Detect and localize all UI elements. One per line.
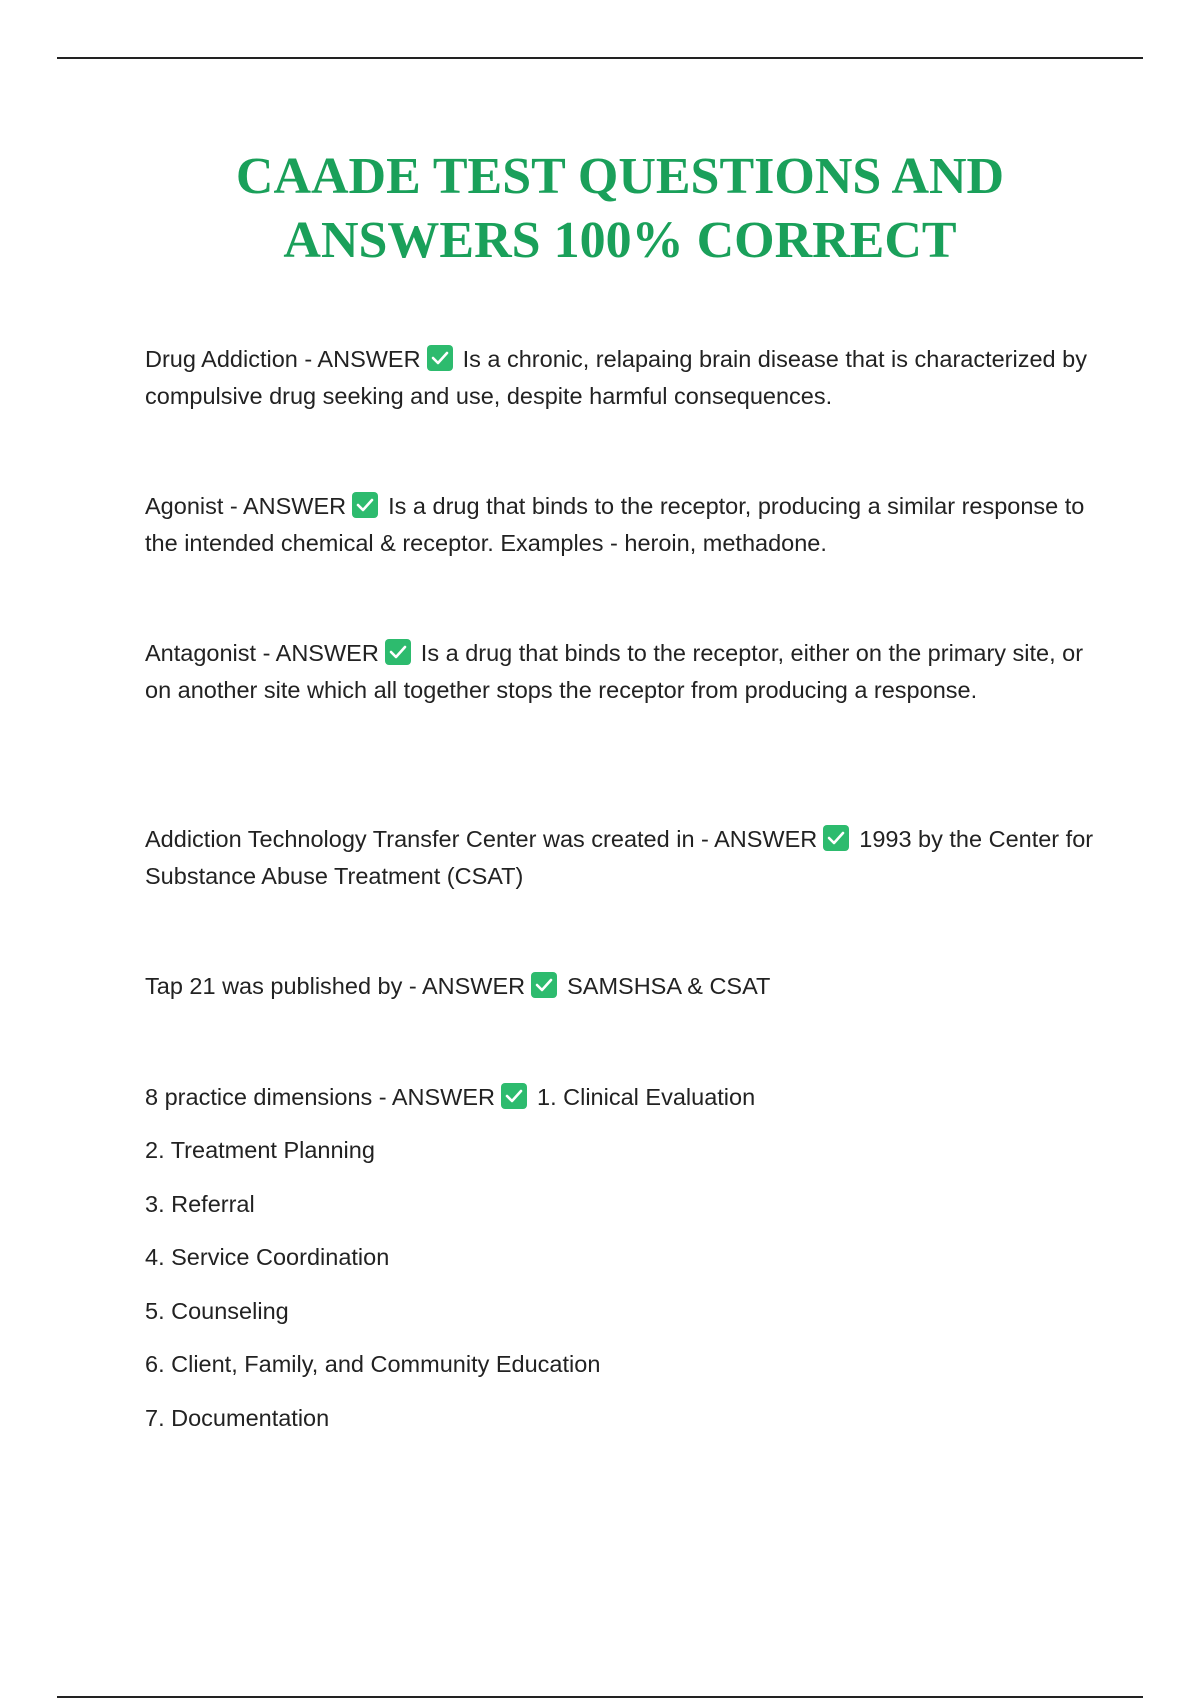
list-item: 7. Documentation	[145, 1405, 330, 1431]
list-item: 5. Counseling	[145, 1298, 289, 1324]
list-item: 6. Client, Family, and Community Education	[145, 1351, 601, 1377]
qa-item	[145, 821, 1105, 895]
qa-item	[145, 488, 1105, 562]
qa-item	[145, 1079, 1105, 1116]
check-mark-icon	[823, 825, 849, 851]
check-mark-icon	[427, 345, 453, 371]
title-line-1: CAADE TEST QUESTIONS AND	[235, 148, 1005, 205]
qa-answer: Is a drug that binds to the receptor, either on the primary site, or on another site which all together stops the receptor from producing a response.	[145, 640, 1084, 703]
qa-term: Tap 21 was published by - ANSWER	[145, 973, 526, 999]
qa-item	[145, 635, 1105, 709]
qa-term: Drug Addiction - ANSWER	[145, 346, 421, 372]
qa-answer: 1. Clinical Evaluation	[537, 1084, 756, 1110]
list-item: 2. Treatment Planning	[145, 1137, 375, 1163]
qa-answer: Is a drug that binds to the receptor, producing a similar response to the intended chemical & receptor. Examples - heroin, methadone.	[145, 493, 1085, 556]
qa-answer: SAMSHSA & CSAT	[567, 973, 771, 999]
qa-answer: 1993 by the Center for Substance Abuse Treatment (CSAT)	[145, 826, 1094, 889]
check-mark-icon	[352, 492, 378, 518]
qa-term: Agonist - ANSWER	[145, 493, 347, 519]
title-line-2: ANSWERS 100% CORRECT	[283, 212, 957, 269]
qa-term: 8 practice dimensions - ANSWER	[145, 1084, 496, 1110]
qa-term: Antagonist - ANSWER	[145, 640, 379, 666]
check-mark-icon	[501, 1083, 527, 1109]
qa-term: Addiction Technology Transfer Center was created in - ANSWER	[145, 826, 818, 852]
check-mark-icon	[531, 972, 557, 998]
list-item: 3. Referral	[145, 1191, 255, 1217]
bottom-rule	[57, 1696, 1143, 1698]
check-mark-icon	[385, 639, 411, 665]
page-title	[140, 145, 1100, 273]
qa-item	[145, 968, 1105, 1005]
qa-answer: Is a chronic, relapaing brain disease that is characterized by compulsive drug seeking and use, despite harmful consequences.	[145, 346, 1087, 409]
list-item: 4. Service Coordination	[145, 1244, 390, 1270]
top-rule	[57, 57, 1143, 59]
qa-item	[145, 341, 1105, 415]
